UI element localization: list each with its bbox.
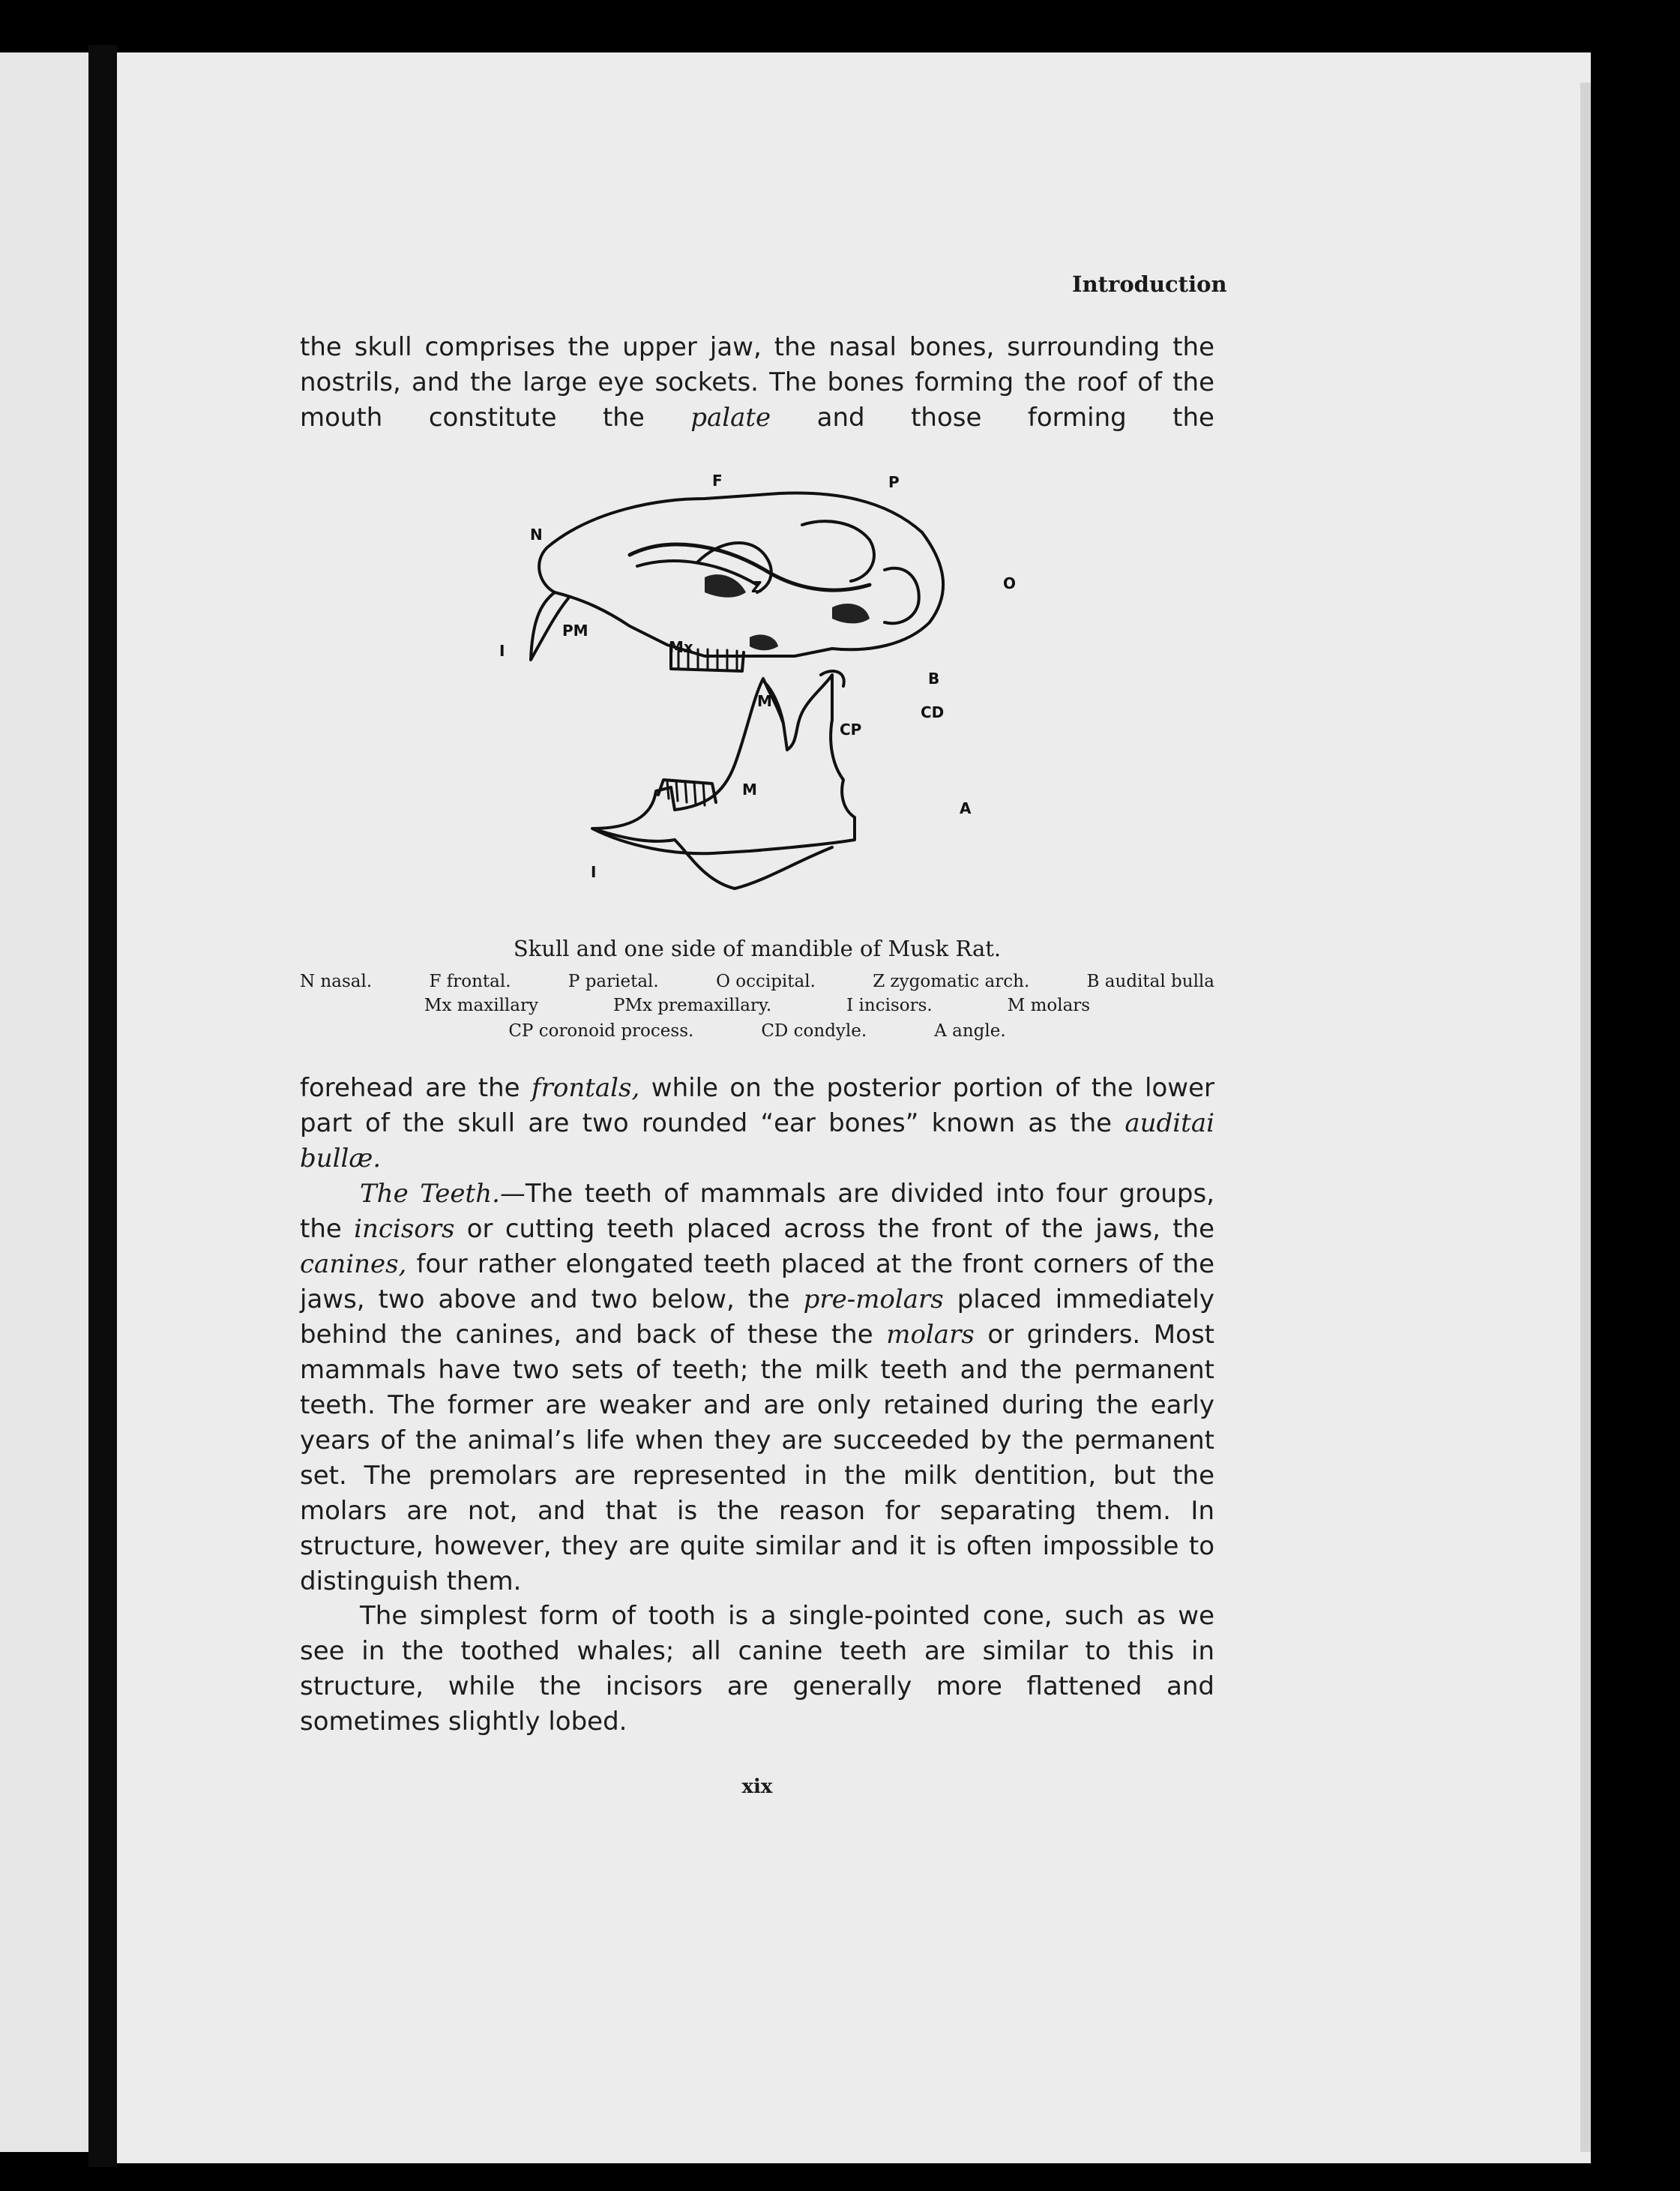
label-incisor-upper: I	[499, 642, 505, 660]
text-run: or grinders. Most mammals have two sets of teeth; the milk teeth and the permanent teeth. The former are weaker and are only retained during the early years of the animal’s life when they are succeeded by the permanent set. The premolars are represented in the milk dentition, but the molars are not, and that is the reason for separating them. In structure, however, they are quite similar and it is often impossible to distinguish them.	[300, 1320, 1214, 1596]
label-frontal: F	[712, 472, 723, 490]
text-run: while on the posterior portion of the lower part of the skull are two rounded “ear bones” known as the	[300, 1073, 1215, 1138]
label-audital-bulla: B	[928, 670, 940, 688]
legend-entry: O occipital.	[716, 972, 816, 991]
italic-term-palate: palate	[690, 403, 771, 433]
paragraph-intro	[300, 330, 1214, 436]
book-spine	[88, 45, 117, 2167]
paragraph-teeth	[300, 1176, 1214, 1599]
label-premaxillary: PM	[562, 622, 588, 640]
page-number: xix	[741, 1776, 773, 1798]
paragraph-forehead	[300, 1071, 1214, 1176]
text-run: placed immediately behind the canines, and back of these the	[300, 1284, 1214, 1350]
figure-legend-row-2	[300, 996, 1214, 1015]
label-zygomatic: Z	[751, 578, 762, 596]
label-molars-lower: M	[742, 781, 757, 799]
running-header: Introduction	[1072, 271, 1227, 297]
figure-caption: Skull and one side of mandible of Musk Rat.	[513, 936, 1002, 961]
legend-entry: A angle.	[934, 1021, 1006, 1041]
label-incisor-lower: I	[591, 863, 597, 881]
label-occipital: O	[1003, 574, 1017, 592]
label-condyle: CD	[921, 703, 945, 721]
legend-entry: F frontal.	[429, 972, 511, 991]
facing-page	[0, 52, 88, 2152]
text-run: The simplest form of tooth is a single-pointed cone, such as we see in the toothed whales; all canine teeth are similar to this in structure, while the incisors are generally more flattened and sometimes slightly lobed.	[300, 1601, 1214, 1737]
label-maxillary: Mx	[669, 638, 693, 656]
mandible-outline	[592, 675, 855, 853]
italic-term-premolars: pre-molars	[803, 1284, 944, 1314]
italic-term-auditai-bullae: auditai bullæ.	[300, 1108, 1214, 1173]
skull-illustration	[480, 465, 1020, 937]
text-run: four rather elongated teeth placed at the front corners of the jaws, two above and two below, the	[300, 1249, 1214, 1314]
legend-entry: N nasal.	[300, 972, 373, 991]
italic-term-molars: molars	[886, 1320, 975, 1350]
paragraph-simplest-tooth	[300, 1599, 1214, 1740]
italic-term-frontals: frontals,	[532, 1073, 640, 1103]
legend-entry: PMx premaxillary.	[613, 996, 772, 1015]
legend-entry: B audital bulla	[1086, 972, 1214, 991]
legend-entry: M molars	[1007, 996, 1091, 1015]
text-run: the skull comprises the upper jaw, the nasal bones, surrounding the nostrils, and the large eye sockets. The bones forming the roof of the mouth constitute the	[300, 332, 1214, 433]
label-angle: A	[960, 799, 972, 817]
zygomatic-arch	[630, 544, 870, 590]
label-coronoid: CP	[840, 721, 862, 739]
legend-entry: CD condyle.	[761, 1021, 867, 1041]
label-nasal: N	[530, 526, 543, 544]
legend-entry: CP coronoid process.	[508, 1021, 694, 1041]
italic-term-canines: canines,	[300, 1249, 407, 1279]
italic-term-incisors: incisors	[354, 1214, 455, 1244]
figure-legend-row-3	[300, 1021, 1214, 1041]
italic-heading-the-teeth: The Teeth.	[360, 1179, 500, 1209]
text-run: or cutting teeth placed across the front of the jaws, the	[454, 1214, 1214, 1244]
text-run: forehead are the	[300, 1073, 532, 1103]
legend-entry: I incisors.	[846, 996, 933, 1015]
legend-entry: P parietal.	[567, 972, 659, 991]
skull-outline	[539, 493, 943, 656]
page-edge	[1580, 82, 1591, 2152]
text-run: and those forming the	[771, 403, 1214, 433]
label-parietal: P	[888, 473, 900, 491]
legend-entry: Z zygomatic arch.	[873, 972, 1030, 991]
text-run: —The teeth of mammals are divided into four groups, the	[300, 1179, 1214, 1244]
figure-legend-row-1	[300, 972, 1214, 991]
legend-entry: Mx maxillary	[424, 996, 538, 1015]
label-molars-upper: M	[757, 692, 772, 710]
skull-figure	[480, 465, 1020, 937]
